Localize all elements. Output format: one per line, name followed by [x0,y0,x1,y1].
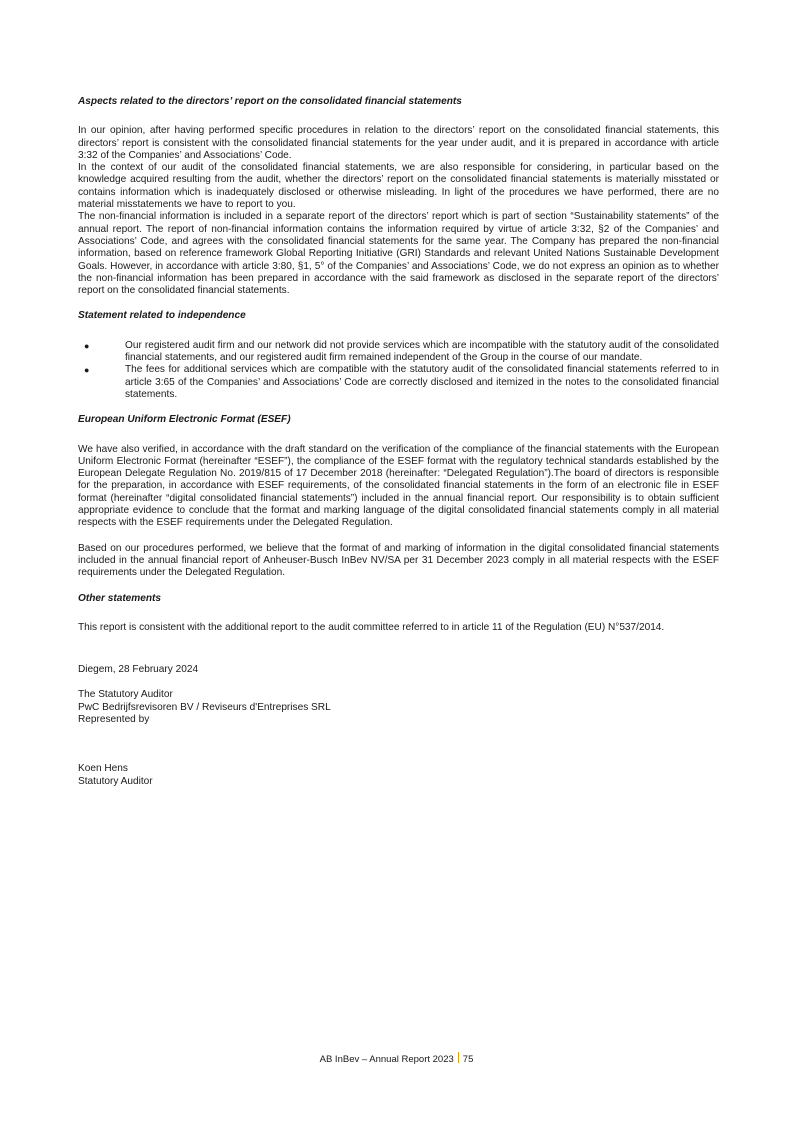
signatory-title: Statutory Auditor [78,775,153,787]
footer-document-title: AB InBev – Annual Report 2023 [319,1054,454,1065]
paragraph: In our opinion, after having performed specific procedures in relation to the directors’ report on the consolidated financial statements, this directors’ report is consistent with the consolidated financial statements for the year under audit, and it is prepared in accordance with article 3:32 of the Companies’ and Associations’ Code. [78,125,719,161]
page-number: 75 [462,1054,474,1065]
bullet-icon: ● [84,340,90,351]
footer-separator [458,1052,459,1063]
paragraph: We have also verified, in accordance with the draft standard on the verification of the compliance of the financial statements with the European Uniform Electronic Format (hereinafter “ESEF”), the compliance of the ESEF format with the regulatory technical standards established by the European Delegate Regulation No. 2019/815 of 17 December 2018 (hereinafter: “Delegated Regulation”).The board of directors is responsible for the preparation, in accordance with ESEF requirements, of the consolidated financial statements in the form of an electronic file in ESEF format (hereinafter “digital consolidated financial statements”) included in the annual financial report. Our responsibility is to obtain sufficient appropriate evidence to conclude that the format and marking language of the digital consolidated financial statements comply in all material respects with the ESEF requirements under the Delegated Regulation. [78,443,719,529]
independence-list [78,340,719,401]
list-item [78,364,719,401]
section-heading-esef: European Uniform Electronic Format (ESEF) [78,414,291,426]
paragraph: This report is consistent with the additional report to the audit committee referred to in article 11 of the Regulation (EU) N°537/2014. [78,621,665,633]
page-footer [0,1052,793,1066]
paragraph: The non-financial information is included in a separate report of the directors’ report which is part of section “Sustainability statements” of the annual report. The report of non-financial information contains the information required by virtue of article 3:32, §2 of the Companies’ and Associations’ Code, and agrees with the consolidated financial statements for the same year. The Company has prepared the non-financial information, based on reference framework Global Reporting Initiative (GRI) Standards and relevant United Nations Sustainable Development Goals. However, in accordance with article 3:80, §1, 5° of the Companies’ and Associations’ Code, we do not express an opinion as to whether the non-financial information has been prepared in accordance with the said framework as disclosed in the separate report of the directors’ report on the consolidated financial statements. [78,211,719,297]
section-heading-directors-report: Aspects related to the directors’ report on the consolidated financial statements [78,96,462,107]
paragraph: Based on our procedures performed, we believe that the format of and marking of information in the digital consolidated financial statements included in the annual financial report of Anheuser-Busch InBev NV/SA per 31 December 2023 comply in all material respects with the ESEF requirements under the Delegated Regulation. [78,542,719,579]
audit-firm: PwC Bedrijfsrevisoren BV / Reviseurs d'Entreprises SRL [78,701,331,713]
section-heading-other-statements: Other statements [78,592,162,604]
list-item-text: The fees for additional services which are compatible with the statutory audit of the consolidated financial statements referred to in article 3:65 of the Companies’ and Associations’ Code are correctly disclosed and itemized in the notes to the consolidated financial statements. [125,364,719,400]
bullet-icon: ● [84,365,90,376]
report-page [78,96,719,788]
section-heading-independence: Statement related to independence [78,310,246,322]
paragraph: In the context of our audit of the consolidated financial statements, we are also responsible for considering, in particular based on the knowledge acquired resulting from the audit, whether the directors’ report on the consolidated financial statements is materially misstated or contains information which is inadequately disclosed or otherwise misleading. In light of the procedures we have performed, there are no material misstatements we have to report to you. [78,162,719,211]
signatory-role: The Statutory Auditor [78,689,173,701]
represented-by: Represented by [78,713,150,725]
list-item-text: Our registered audit firm and our network did not provide services which are incompatible with the statutory audit of the consolidated financial statements, and our registered audit firm remained independent of the Group in the course of our mandate. [125,339,719,364]
signatory-name: Koen Hens [78,763,128,775]
place-date: Diegem, 28 February 2024 [78,664,199,676]
list-item [78,340,719,365]
